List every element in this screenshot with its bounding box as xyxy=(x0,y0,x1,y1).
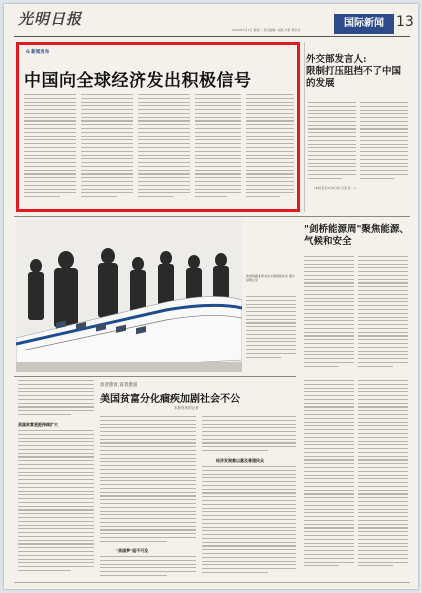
lower-body-col-1 xyxy=(18,430,94,578)
middle-rule xyxy=(14,216,410,217)
feature-body-col-1 xyxy=(24,94,76,204)
lower-subhead-right: 经济发展难以惠及普通民众 xyxy=(216,458,264,463)
masthead-logo: 光明日报 xyxy=(18,10,83,28)
feature-headline[interactable]: 中国向全球经济发出积极信号 xyxy=(24,71,252,91)
train-illustration xyxy=(16,220,242,372)
photo-caption: 欧洲铁路业界关注中国高铁技术 照片说明文字 xyxy=(246,274,295,282)
train-photo[interactable] xyxy=(16,220,242,372)
photo-caption-body xyxy=(246,296,296,366)
footer-rule xyxy=(14,582,410,583)
lower-kicker: 贫者愈贫,富者愈富 xyxy=(100,383,138,388)
lower-body-col-2 xyxy=(100,416,196,546)
side-headline[interactable]: 外交部发言人: 限制打压阻挡不了中国的发展 xyxy=(306,54,402,89)
lower-body-intro xyxy=(18,380,94,420)
lower-body-col-4 xyxy=(304,380,354,578)
lower-rule xyxy=(14,376,296,377)
newspaper-page xyxy=(4,4,418,589)
lower-body-col-3 xyxy=(202,416,296,456)
lower-subhead-left: 美国贫富差距持续扩大 xyxy=(18,422,58,427)
feature-kicker: G 新闻发布 xyxy=(26,50,50,55)
right-headline[interactable]: "剑桥能源周"聚焦能源、气候和安全 xyxy=(304,224,409,247)
feature-body-col-4 xyxy=(195,94,241,204)
lower-byline: 本报驻美国记者 xyxy=(174,406,199,410)
lower-subhead-mid: "美国梦"遥不可及 xyxy=(116,548,149,553)
page-number: 13 xyxy=(396,14,414,30)
section-name: 国际新闻 xyxy=(344,18,384,29)
feature-body-col-3 xyxy=(138,94,190,204)
right-body-col-2 xyxy=(358,256,408,372)
lower-body-col-3b xyxy=(202,466,296,578)
lower-headline[interactable]: 美国贫富分化痼疾加剧社会不公 xyxy=(100,394,240,405)
lower-body-col-5 xyxy=(358,380,408,578)
date-line: 2023年3月7日 星期二 责任编辑: 刘凯 沙蕾 郑忠伟 xyxy=(232,28,301,32)
side-body-col-1 xyxy=(308,102,356,182)
side-caption: (本报北京3月6日电 记者 张 ...) xyxy=(314,186,356,190)
lower-body-col-2b xyxy=(100,556,196,580)
side-body-col-2 xyxy=(360,102,408,182)
right-body-col-1 xyxy=(304,256,354,372)
column-divider xyxy=(304,42,305,212)
header-rule xyxy=(14,36,410,37)
feature-body-col-5 xyxy=(246,94,294,204)
feature-body-col-2 xyxy=(81,94,133,204)
